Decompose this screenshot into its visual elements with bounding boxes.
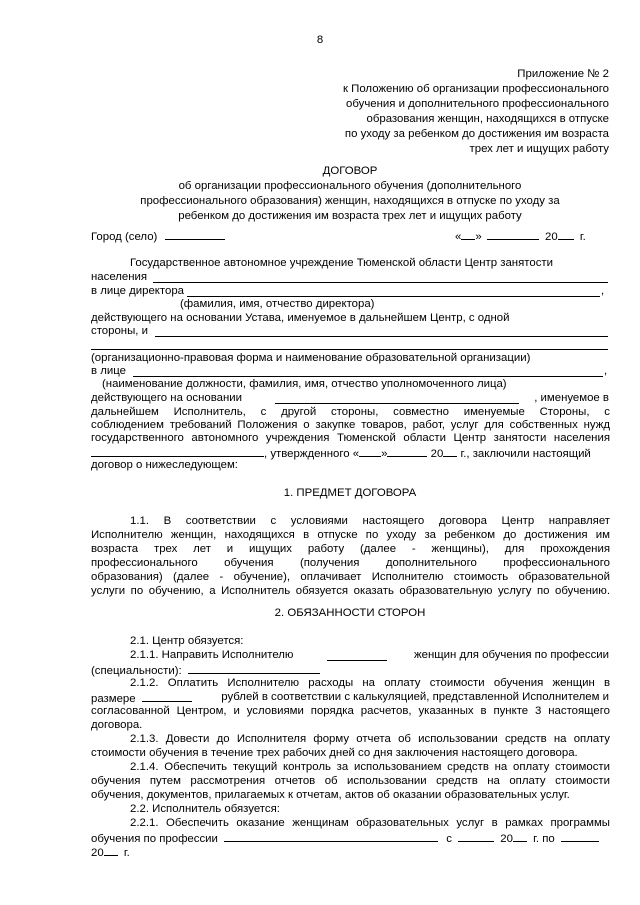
- field-caption: (организационно-правовая форма и наименование образовательной организации): [91, 352, 531, 364]
- clause-line: 2.1. Центр обязуется:: [130, 635, 244, 647]
- clause-line: 2.1.1. Направить Исполнителю: [130, 649, 294, 661]
- clause-line: 2.1.3. Довести до Исполнителя форму отчета об использовании средств на оплату: [130, 733, 610, 745]
- appendix-line: по уходу за ребенком до достижения им возраста: [344, 128, 609, 140]
- section-heading: 1. ПРЕДМЕТ ДОГОВОРА: [283, 487, 417, 499]
- preamble-line: Государственное автономное учреждение Тюменской области Центр занятости: [130, 257, 553, 269]
- start-year-field[interactable]: [513, 830, 527, 842]
- organization-name-field[interactable]: [155, 336, 608, 337]
- title-heading: ДОГОВОР: [322, 165, 378, 177]
- paragraph-line: 1.1. В соответствии с условиями настоящего договора Центр направляет: [130, 515, 610, 527]
- basis-field[interactable]: [275, 403, 519, 404]
- approval-doc-field[interactable]: [91, 445, 264, 457]
- appendix-line: обучения и дополнительного профессионального: [346, 98, 609, 110]
- preamble-line: дальнейшем Исполнитель, с другой стороны, совместно именуемые Стороны, с: [91, 406, 610, 418]
- preamble-line: соблюдением требований Положения о закупке товаров, работ, услуг для собственных нужд: [91, 419, 610, 431]
- program-profession-field[interactable]: [224, 830, 438, 842]
- clause-line: 2.2.1. Обеспечить оказание женщинам образовательных услуг в рамках программы: [130, 817, 610, 829]
- clause-line: женщин для обучения по профессии: [414, 649, 609, 661]
- title-line: ребенком до достижения им возраста трех лет и ищущих работу: [178, 210, 522, 222]
- paragraph-line: образования) (далее - обучение), оплачивает Исполнителю стоимость образовательной: [91, 571, 610, 583]
- clause-line: 2.1.2. Оплатить Исполнителю расходы на оплату стоимости обучения женщин в: [130, 677, 610, 689]
- clause-line: согласованной Центром, и условиями порядка расчетов, указанных в пункте 3 настоящего: [91, 705, 610, 717]
- clause-line: размере: [91, 693, 136, 705]
- paragraph-line: услуги по обучению, а Исполнитель обязуется оказать образовательную услугу по обучению.: [91, 585, 610, 597]
- preamble-line: стороны, и: [91, 325, 148, 337]
- preamble-line: в лице: [91, 365, 126, 377]
- day-field[interactable]: [461, 228, 475, 240]
- clause-line: обучения по профессии: [91, 833, 218, 845]
- clause-line: обучения путем рассмотрения отчетов об использовании средств на оплату стоимости: [91, 775, 610, 787]
- clause-line: 2.2. Исполнитель обязуется:: [130, 803, 280, 815]
- field-caption: (наименование должности, фамилия, имя, отчество уполномоченного лица): [102, 378, 507, 390]
- organization-name-field-2[interactable]: [91, 349, 608, 350]
- paragraph-line: профессионального обучения (получения дополнительного профессионального: [91, 557, 610, 569]
- clause-line: обучения, документов, прилагаемых к отчетам, актов об оказании образовательных услуг.: [91, 789, 570, 801]
- field-caption: (фамилия, имя, отчество директора): [180, 298, 375, 310]
- specialty-field[interactable]: [188, 662, 320, 674]
- preamble-line: в лице директора: [91, 285, 185, 297]
- preamble-line: , именуемое в: [534, 392, 609, 404]
- approval-day-field[interactable]: [359, 445, 381, 457]
- title-line: об организации профессионального обучения (дополнительного: [178, 180, 522, 192]
- cost-field[interactable]: [142, 690, 192, 702]
- clause-line: стоимости обучения в течение трех рабочих дней со дня заключения настоящего договора.: [91, 747, 578, 759]
- clause-line: 2.1.4. Обеспечить текущий контроль за использованием средств на оплату стоимости: [130, 761, 610, 773]
- end-date-field[interactable]: [561, 830, 599, 842]
- paragraph-line: Исполнителю женщин, находящихся в отпуске по уходу за ребенком до достижения им: [91, 529, 610, 541]
- end-year-field[interactable]: [104, 844, 118, 856]
- approval-year-field[interactable]: [443, 445, 457, 457]
- appendix-line: к Положению об организации профессионального: [343, 83, 609, 95]
- women-count-field[interactable]: [327, 660, 387, 661]
- city-field[interactable]: [165, 228, 225, 240]
- month-field[interactable]: [487, 228, 539, 240]
- title-line: профессионального образования) женщин, находящихся в отпуске по уходу за: [140, 195, 560, 207]
- year-field[interactable]: [558, 228, 574, 240]
- preamble-line: договор о нижеследующем:: [91, 459, 238, 471]
- page-number: 8: [316, 34, 324, 46]
- appendix-line: образования женщин, находящихся в отпуске: [366, 113, 609, 125]
- preamble-line: государственного автономного учреждения Тюменской области Центр занятости населения: [91, 432, 610, 444]
- appendix-line: Приложение № 2: [517, 68, 609, 80]
- preamble-line: действующего на основании Устава, именуемое в дальнейшем Центр, с одной: [91, 312, 510, 324]
- paragraph-line: возраста трех лет и ищущих работу (далее - женщины), для прохождения: [91, 543, 610, 555]
- preamble-line: населения: [91, 271, 148, 283]
- center-name-field[interactable]: [153, 282, 608, 283]
- section-heading: 2. ОБЯЗАННОСТИ СТОРОН: [274, 607, 426, 619]
- clause-line: рублей в соответствии с калькуляцией, представленной Исполнителем и: [221, 691, 609, 703]
- appendix-line: трех лет и ищущих работу: [469, 143, 609, 155]
- clause-line: (специальности):: [91, 665, 182, 677]
- clause-line: договора.: [91, 719, 143, 731]
- approval-month-field[interactable]: [387, 445, 427, 457]
- start-date-field[interactable]: [458, 830, 494, 842]
- city-label: Город (село): [91, 231, 158, 243]
- preamble-line: действующего на основании: [91, 392, 242, 404]
